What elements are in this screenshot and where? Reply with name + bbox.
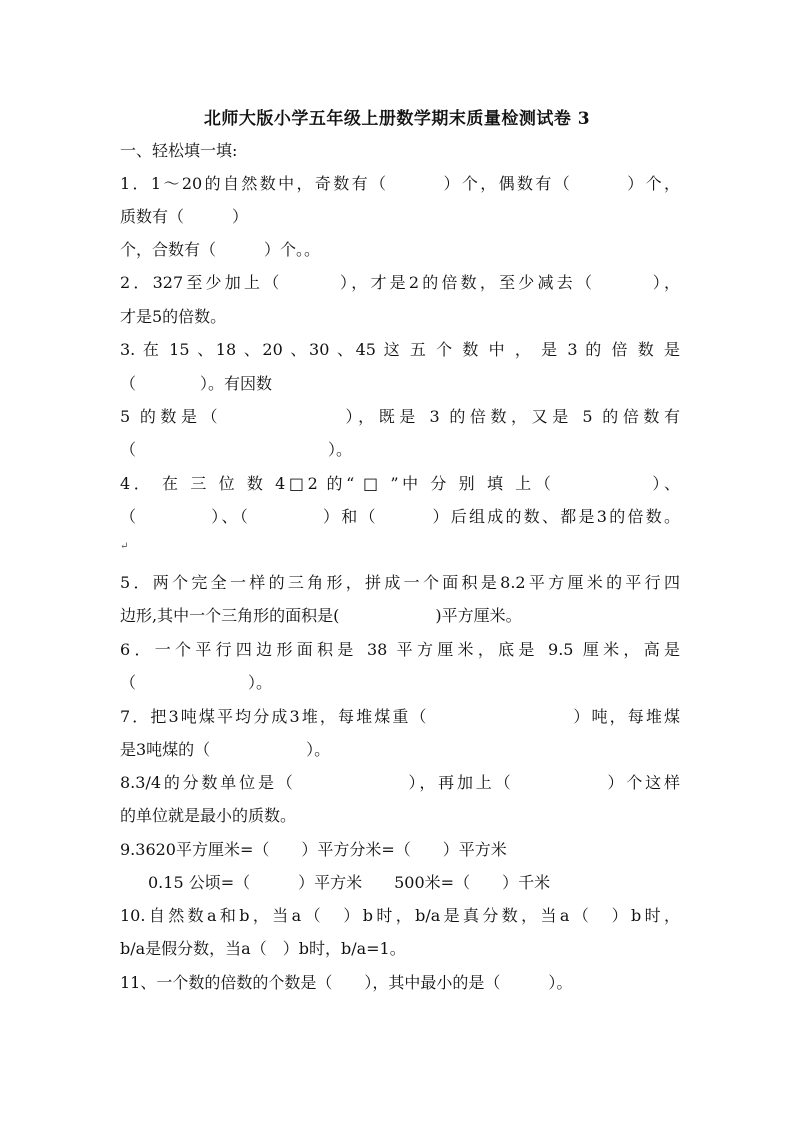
question-6-line-1: 6．一个平行四边形面积是 38 平方厘米，底是 9.5 厘米，高是: [120, 640, 680, 659]
question-1-line-1: 1．1～20的自然数中，奇数有（ ）个，偶数有（ ）个，: [120, 174, 680, 193]
question-11-line-1: 11、一个数的倍数的个数是（ ），其中最小的是（ ）。: [120, 973, 573, 992]
question-4-line-2: （ ）、（ ）和（ ）后组成的数、都是3的倍数。: [120, 507, 680, 526]
question-2-line-2: 才是5的倍数。: [120, 307, 227, 326]
question-1-line-2: 质数有（ ）: [120, 207, 249, 226]
question-1-line-3: 个，合数有（ ）个。。: [120, 240, 321, 259]
question-3-line-2: （ ）。有因数: [120, 374, 273, 393]
question-3-line-1: 3. 在 15 、18 、20 、30 、45 这 五 个 数 中 ， 是 3 的 倍 数 是: [120, 340, 680, 359]
question-2-line-1: 2．327至少加上（ ），才是2的倍数，至少减去（ ），: [120, 273, 680, 292]
question-10-line-2: b/a是假分数，当a（ ）b时，b/a=1。: [120, 939, 406, 958]
question-10-line-1: 10.自然数a和b，当a（ ）b时，b/a是真分数，当a（ ）b时，: [120, 906, 680, 925]
question-4-line-1: 4． 在 三 位 数 4□2 的“ □ ”中 分 别 填 上（ ）、: [120, 474, 680, 493]
paragraph-mark: ↵: [120, 541, 129, 552]
question-8-line-2: 的单位就是最小的质数。: [120, 806, 297, 825]
question-9-line-1: 9.3620平方厘米=（ ）平方分米=（ ）平方米: [120, 840, 507, 859]
question-3-line-4: （ ）。: [120, 440, 353, 459]
question-8-line-1: 8.3/4的分数单位是（ ），再加上（ ）个这样: [120, 773, 680, 792]
section-heading: 一、轻松填一填:: [120, 141, 238, 160]
question-5-line-2: 边形,其中一个三角形的面积是( )平方厘米。: [120, 606, 522, 625]
question-7-line-2: 是3吨煤的（ ）。: [120, 740, 331, 759]
question-5-line-1: 5．两个完全一样的三角形，拼成一个面积是8.2平方厘米的平行四: [120, 573, 680, 592]
question-9-line-2: 0.15 公顷=（ ）平方米 500米=（ ）千米: [148, 873, 551, 892]
question-7-line-1: 7．把3吨煤平均分成3堆，每堆煤重（ ）吨，每堆煤: [120, 707, 680, 726]
question-6-line-2: （ ）。: [120, 673, 273, 692]
question-3-line-3: 5 的数是（ ），既是 3 的倍数，又是 5 的倍数有: [120, 407, 680, 426]
page-title: 北师大版小学五年级上册数学期末质量检测试卷 3: [203, 109, 591, 129]
